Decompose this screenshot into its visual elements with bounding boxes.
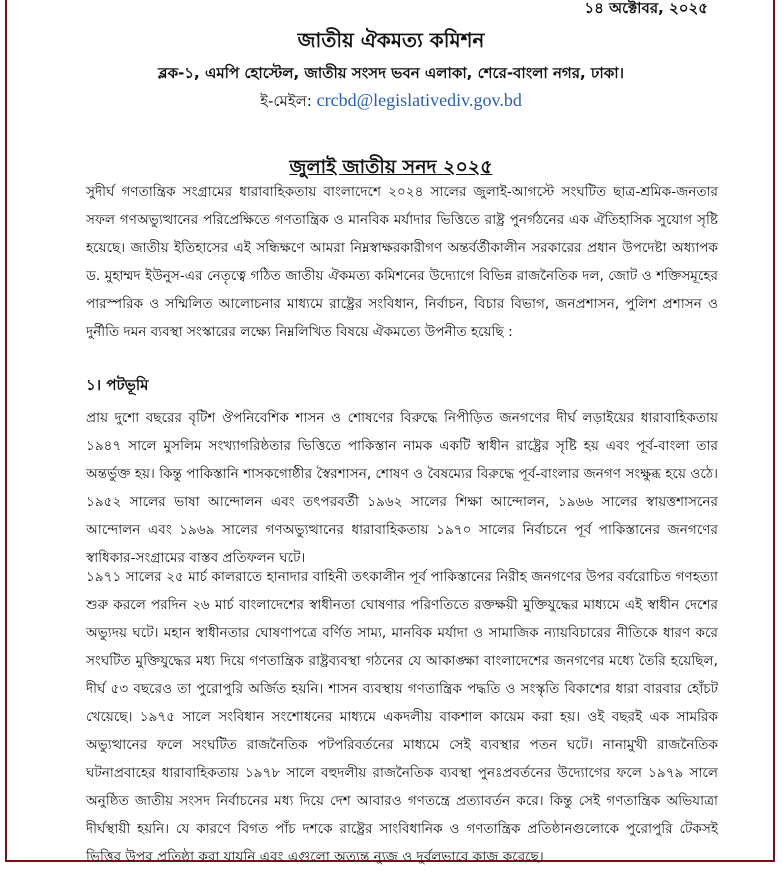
- organization-address: ব্লক-১, এমপি হোস্টেল, জাতীয় সংসদ ভবন এলাকা, শেরে-বাংলা নগর, ঢাকা।: [158, 64, 624, 82]
- intro-paragraph: সুদীর্ঘ গণতান্ত্রিক সংগ্রামের ধারাবাহিকতায় বাংলাদেশে ২০২৪ সালের জুলাই-আগস্টে সংঘটিত ছাত্র-শ্রমিক-জনতার সফল গণঅভ্যুত্থানের পরিপ্রেক্ষিতে গণতান্ত্রিক ও মানবিক মর্যাদার ভিত্তিতে রাষ্ট্র পুনর্গঠনের এক ঐতিহাসিক সুযোগ সৃষ্টি হয়েছে। জাতীয় ইতিহাসের এই সন্ধিক্ষণে আমরা নিম্নস্বাক্ষরকারীগণ অন্তর্বর্তীকালীন সরকারের প্রধান উপদেষ্টা অধ্যাপক ড. মুহাম্মদ ইউনুস-এর নেতৃত্বে গঠিত জাতীয় ঐকমত্য কমিশনের উদ্যোগে বিভিন্ন রাজনৈতিক দল, জোট ও শক্তিসমূহের পারস্পরিক ও সম্মিলিত আলোচনার মাধ্যমে রাষ্ট্রের সংবিধান, নির্বাচন, বিচার বিভাগ, জনপ্রশাসন, পুলিশ প্রশাসন ও দুর্নীতি দমন ব্যবস্থা সংস্কারের লক্ষ্যে নিম্নলিখিত বিষয়ে ঐকমত্যে উপনীত হয়েছি :: [86, 184, 718, 340]
- background-paragraph-1: প্রায় দুশো বছরের বৃটিশ ঔপনিবেশিক শাসন ও শোষণের বিরুদ্ধে নিপীড়িত জনগণের দীর্ঘ লড়াইয়ের ধারাবাহিকতায় ১৯৪৭ সালে মুসলিম সংখ্যাগরিষ্ঠতার ভিত্তিতে পাকিস্তান নামক একটি স্বাধীন রাষ্ট্রের সৃষ্টি হয় এবং পূর্ব-বাংলা তার অন্তর্ভুক্ত হয়। কিন্তু পাকিস্তানি শাসকগোষ্ঠীর স্বৈরশাসন, শোষণ ও বৈষম্যের বিরুদ্ধে পূর্ব-বাংলার জনগণ সংক্ষুব্ধ হয়ে ওঠে। ১৯৫২ সালের ভাষা আন্দোলন এবং তৎপরবর্তী ১৯৬২ সালের শিক্ষা আন্দোলন, ১৯৬৬ সালের স্বায়ত্তশাসনের আন্দোলন এবং ১৯৬৯ সালের গণঅভ্যুত্থানের ধারাবাহিকতায় ১৯৭০ সালের নির্বাচনে পূর্ব পাকিস্তানের জনগণের স্বাধিকার-সংগ্রামের বাস্তব প্রতিফলন ঘটে।: [86, 410, 718, 566]
- email-link[interactable]: crcbd@legislativediv.gov.bd: [316, 90, 522, 110]
- document-date: ১৪ অক্টোবর, ২০২৫: [584, 0, 708, 17]
- email-line: [0, 90, 782, 115]
- background-paragraph-2: ১৯৭১ সালের ২৫ মার্চ কালরাতে হানাদার বাহিনী তৎকালীন পূর্ব পাকিস্তানের নিরীহ জনগণের উপর বর্বরোচিত গণহত্যা শুরু করলে পরদিন ২৬ মার্চ বাংলাদেশের স্বাধীনতা ঘোষণার পরিণতিতে রক্তক্ষয়ী মুক্তিযুদ্ধের মাধ্যমে এই স্বাধীন দেশের অভ্যুদয় ঘটে। মহান স্বাধীনতার ঘোষণাপত্রে বর্ণিত সাম্য, মানবিক মর্যাদা ও সামাজিক ন্যায়বিচারের নীতিকে ধারণ করে সংঘটিত মুক্তিযুদ্ধের মধ্য দিয়ে গণতান্ত্রিক রাষ্ট্রব্যবস্থা গঠনের যে আকাঙ্ক্ষা বাংলাদেশের জনগণের মধ্যে তৈরি হয়েছিল, দীর্ঘ ৫৩ বছরেও তা পুরোপুরি অর্জিত হয়নি। শাসন ব্যবস্থায় গণতান্ত্রিক পদ্ধতি ও সংস্কৃতি বিকাশের ধারা বারবার হোঁচট খেয়েছে। ১৯৭৫ সালে সংবিধান সংশোধনের মাধ্যমে একদলীয় বাকশাল কায়েম করা হয়। ওই বছরই এক সামরিক অভ্যুত্থানের ফলে সংঘটিত রাজনৈতিক পটপরিবর্তনের মাধ্যমে সেই ব্যবস্থার পতন ঘটে। নানামুখী রাজনৈতিক ঘটনাপ্রবাহের ধারাবাহিকতায় ১৯৭৮ সালে বহুদলীয় রাজনৈতিক ব্যবস্থা পুনঃপ্রবর্তনের উদ্যোগের ফলে ১৯৭৯ সালে অনুষ্ঠিত জাতীয় সংসদ নির্বাচনের মধ্য দিয়ে দেশ আবারও গণতন্ত্রে প্রত্যাবর্তন করে। কিন্তু সেই গণতান্ত্রিক অভিযাত্রা দীর্ঘস্থায়ী হয়নি। যে কারণে বিগত পাঁচ দশকে রাষ্ট্রের সাংবিধানিক ও গণতান্ত্রিক প্রতিষ্ঠানগুলোকে পুরোপুরি টেকসই ভিত্তির উপর প্রতিষ্ঠা করা যায়নি এবং এগুলো অত্যন্ত ন্যুজ ও দুর্বলভাবে কাজ করেছে।: [86, 569, 718, 865]
- document-title: জুলাই জাতীয় সনদ ২০২৫: [289, 156, 493, 178]
- section-heading: ১। পটভূমি: [86, 376, 149, 394]
- organization-title: জাতীয় ঐকমত্য কমিশন: [297, 28, 485, 52]
- email-label: ই-মেইল:: [260, 92, 312, 110]
